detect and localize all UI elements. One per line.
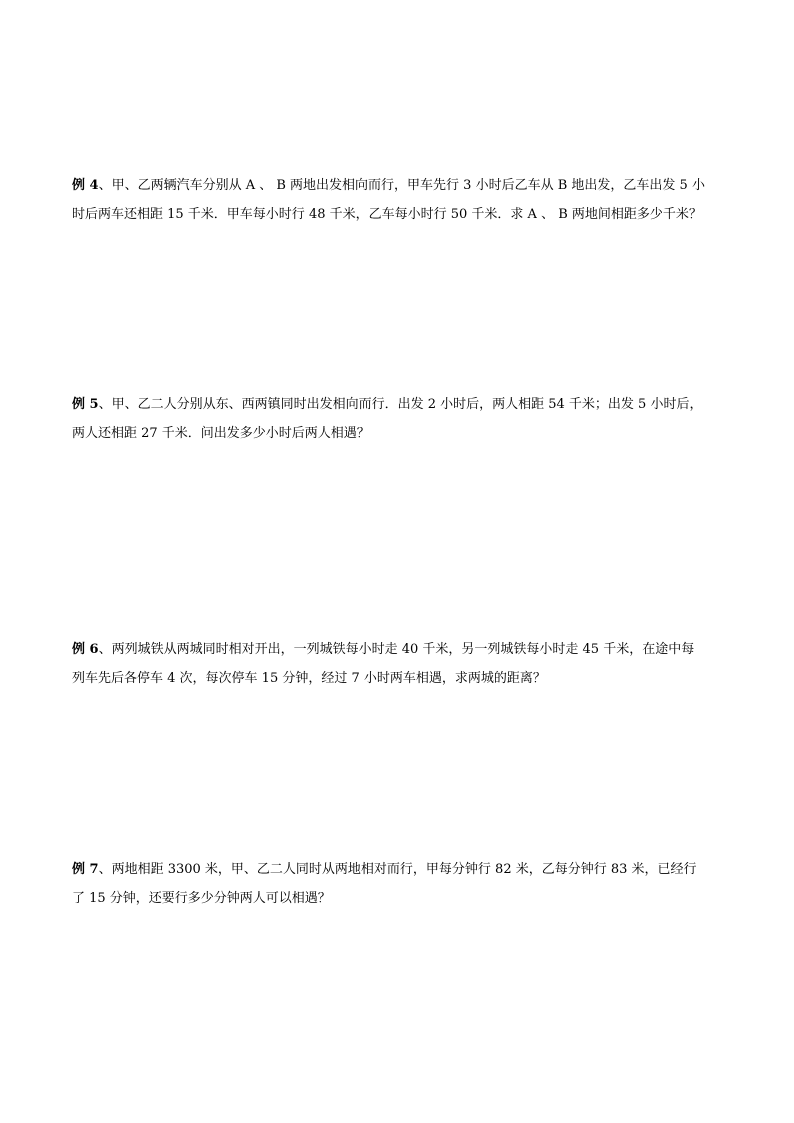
problem-line xyxy=(72,635,722,664)
problem-text: 两人还相距 27 千米．问出发多少小时后两人相遇？ xyxy=(72,426,370,441)
problem-text: 时后两车还相距 15 千米．甲车每小时行 48 千米，乙车每小时行 50 千米．求 A 、 B 两地间相距多少千米？ xyxy=(72,207,702,222)
problem-line xyxy=(72,390,722,419)
problem-example-6 xyxy=(72,635,722,693)
problem-label: 例 4 xyxy=(72,178,99,193)
problem-label: 例 7 xyxy=(72,862,99,877)
problem-line xyxy=(72,855,722,884)
problem-text: 、两地相距 3300 米，甲、乙二人同时从两地相对而行，甲每分钟行 82 米，乙每分钟行 83 米，已经行 xyxy=(98,862,697,877)
problem-label: 例 5 xyxy=(72,397,99,412)
problem-text: 列车先后各停车 4 次，每次停车 15 分钟，经过 7 小时两车相遇，求两城的距离？ xyxy=(72,671,546,686)
problem-line xyxy=(72,171,722,200)
problem-text: 、两列城铁从两城同时相对开出，一列城铁每小时走 40 千米，另一列城铁每小时走 45 千米，在途中每 xyxy=(98,642,695,657)
problem-text: 了 15 分钟，还要行多少分钟两人可以相遇？ xyxy=(72,891,331,906)
problem-text: 、甲、乙二人分别从东、西两镇同时出发相向而行．出发 2 小时后，两人相距 54 千米；出发 5 小时后， xyxy=(98,397,703,412)
problem-text: 、甲、乙两辆汽车分别从 A 、 B 两地出发相向而行，甲车先行 3 小时后乙车从 B 地出发，乙车出发 5 小 xyxy=(98,178,705,193)
problem-example-4 xyxy=(72,171,722,229)
problem-example-7 xyxy=(72,855,722,913)
problem-label: 例 6 xyxy=(72,642,99,657)
problem-example-5 xyxy=(72,390,722,448)
